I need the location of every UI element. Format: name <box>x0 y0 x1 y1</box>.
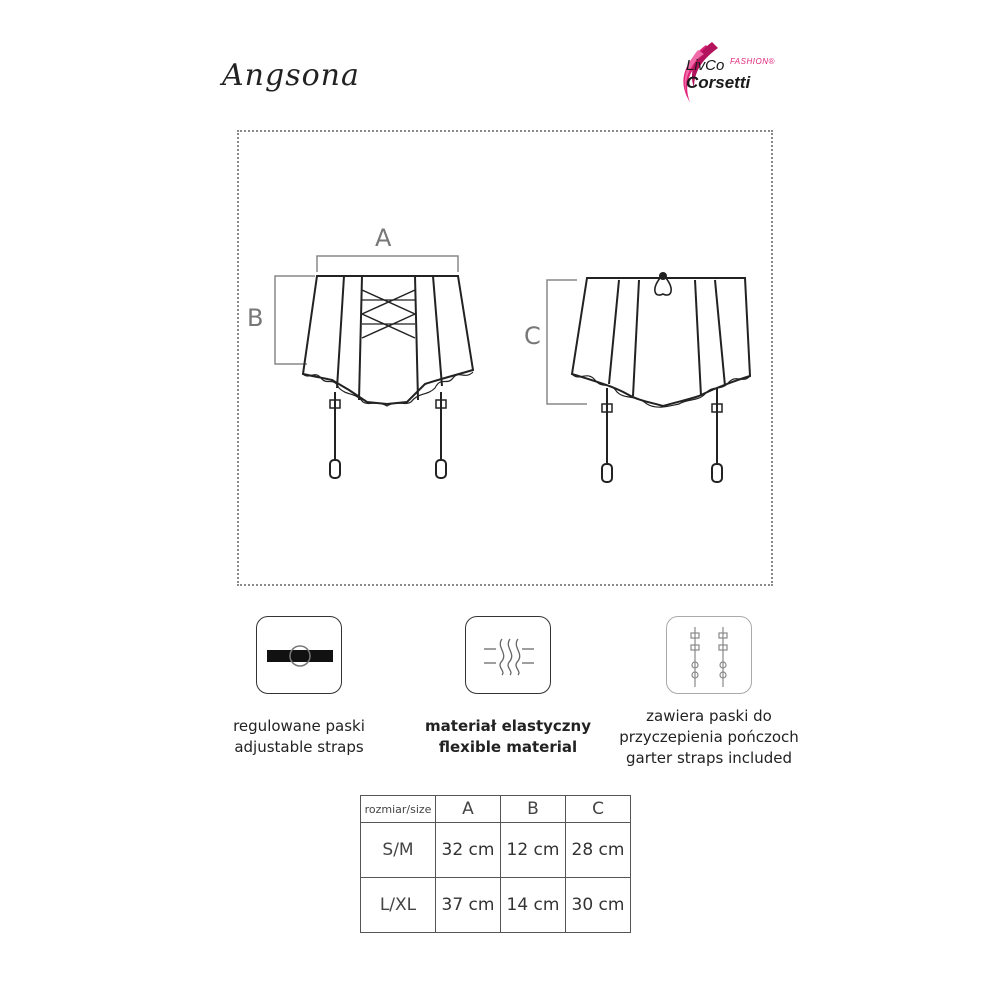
table-row-label: S/M <box>361 823 436 878</box>
feature-text: zawiera paski do <box>646 707 772 725</box>
table-cell: 37 cm <box>436 878 501 933</box>
logo-text-fashion: FASHION® <box>730 57 775 66</box>
table-column-header: A <box>436 796 501 823</box>
garment-back-view <box>547 273 750 482</box>
table-row-label: L/XL <box>361 878 436 933</box>
feature-text: materiał elastyczny <box>425 717 591 735</box>
table-row <box>361 878 631 933</box>
table-column-header: B <box>501 796 566 823</box>
table-cell: 12 cm <box>501 823 566 878</box>
logo-text-corsetti: Corsetti <box>686 73 751 92</box>
feature-text: przyczepienia pończoch <box>619 728 799 746</box>
table-column-header: C <box>566 796 631 823</box>
feature-label-flexible-material <box>398 716 618 758</box>
table-row <box>361 823 631 878</box>
table-header-row <box>361 796 631 823</box>
table-cell: 30 cm <box>566 878 631 933</box>
table-cell: 28 cm <box>566 823 631 878</box>
brand-logo <box>668 40 818 110</box>
dimension-b-label: B <box>247 304 264 332</box>
dimension-b-line <box>275 276 315 364</box>
garment-front-view <box>275 256 473 478</box>
dimension-a-line <box>317 256 458 272</box>
garter-straps-icon <box>666 616 752 694</box>
dimension-c-label: C <box>524 322 541 350</box>
table-corner-label: rozmiar/size <box>361 796 436 823</box>
feature-text: regulowane paski <box>233 717 365 735</box>
garment-diagram <box>237 130 773 586</box>
table-cell: 14 cm <box>501 878 566 933</box>
feature-text: adjustable straps <box>234 738 364 756</box>
dimension-c-line <box>547 280 587 404</box>
adjustable-strap-icon <box>256 616 342 694</box>
feature-text: garter straps included <box>626 749 792 767</box>
feature-text: flexible material <box>438 738 578 756</box>
elastic-material-icon <box>465 616 551 694</box>
feature-label-garter-straps <box>599 706 819 769</box>
logo-text-livco: LivCo <box>686 57 725 74</box>
product-name: Angsona <box>222 58 360 93</box>
size-table <box>360 795 631 933</box>
dimension-a-label: A <box>375 224 392 252</box>
table-cell: 32 cm <box>436 823 501 878</box>
feature-label-adjustable-straps <box>189 716 409 758</box>
